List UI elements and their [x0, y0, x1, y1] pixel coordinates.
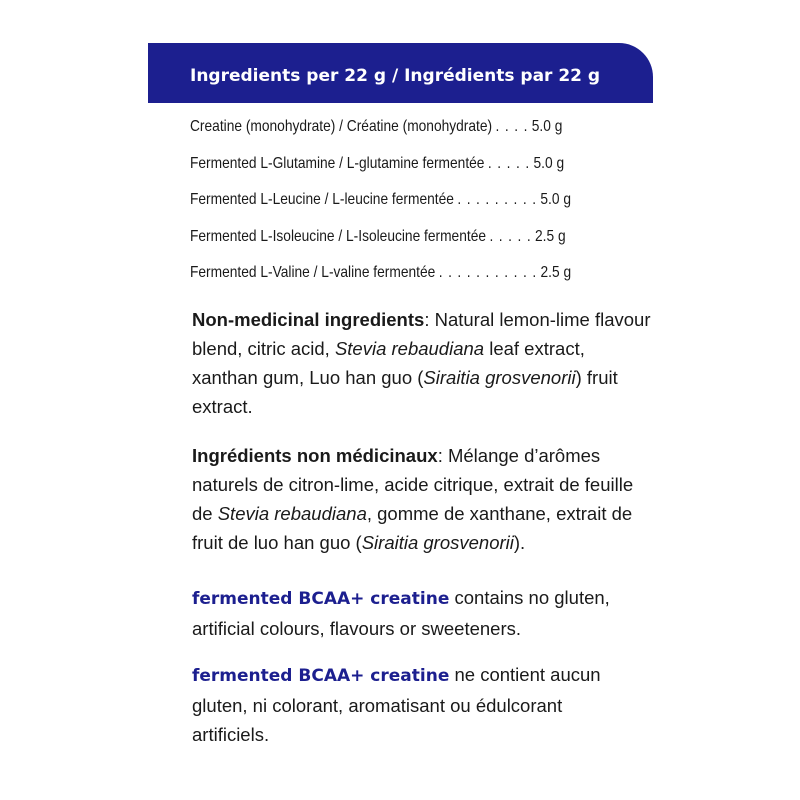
- ingredient-name: Fermented L-Valine / L-valine fermentée: [190, 264, 436, 282]
- ingredient-name: Creatine (monohydrate) / Créatine (monohydrate): [190, 118, 493, 135]
- ingredient-leader-dots: . . . . .: [487, 154, 531, 172]
- brand-name: fermented BCAA+ creatine: [192, 666, 450, 686]
- non-medicinal-ingredients-en: [192, 305, 652, 421]
- ingredient-amount: 2.5 g: [535, 227, 566, 245]
- brand-name: fermented BCAA+ creatine: [192, 589, 450, 609]
- nmi-fr-italic-2: Siraitia grosvenorii: [361, 532, 514, 553]
- nmi-en-text-3: ) fruit extract.: [192, 367, 618, 417]
- allergen-claim-fr: [192, 660, 612, 749]
- ingredient-row: [190, 228, 610, 265]
- nmi-en-text-1: : Natural lemon-lime flavour blend, citric acid,: [192, 309, 651, 359]
- ingredient-name: Fermented L-Leucine / L-leucine fermentée: [190, 191, 454, 209]
- nmi-en-text-2: leaf extract, xanthan gum, Luo han guo (: [192, 338, 585, 388]
- header-title: Ingredients per 22 g / Ingrédients par 22 g: [190, 66, 601, 86]
- nmi-fr-label: Ingrédients non médicinaux: [192, 445, 438, 466]
- ingredient-leader-dots: . . . .: [495, 118, 529, 135]
- allergen-claim-en: [192, 583, 612, 643]
- nmi-en-italic-2: Siraitia grosvenorii: [423, 367, 576, 388]
- ingredient-row: [190, 191, 610, 228]
- ingredient-amount: 5.0 g: [533, 154, 565, 172]
- ingredient-leader-dots: . . . . . . . . .: [457, 191, 537, 209]
- nmi-fr-text-3: ).: [513, 532, 526, 553]
- ingredient-amount: 5.0 g: [540, 191, 571, 209]
- claim-en-text: contains no gluten, artificial colours, flavours or sweeteners.: [192, 587, 610, 639]
- nmi-fr-text-2: , gomme de xanthane, extrait de fruit de luo han guo (: [192, 503, 633, 553]
- nmi-en-label: Non-medicinal ingredients: [192, 309, 425, 330]
- ingredient-list: [190, 118, 610, 301]
- ingredient-leader-dots: . . . . . . . . . . .: [438, 264, 538, 282]
- ingredient-amount: 5.0 g: [531, 118, 563, 135]
- ingredients-header: [148, 43, 653, 103]
- ingredient-row: [190, 264, 610, 301]
- nmi-en-italic-1: Stevia rebaudiana: [334, 338, 485, 359]
- nmi-fr-text-1: : Mélange d’arômes naturels de citron-lime, acide citrique, extrait de feuille de: [192, 445, 634, 524]
- ingredient-row: [190, 118, 610, 155]
- nmi-fr-italic-1: Stevia rebaudiana: [217, 503, 367, 524]
- ingredient-row: [190, 155, 610, 192]
- non-medicinal-ingredients-fr: [192, 441, 652, 557]
- ingredient-name: Fermented L-Glutamine / L-glutamine fermentée: [190, 154, 485, 172]
- claim-fr-text: ne contient aucun gluten, ni colorant, aromatisant ou édulcorant artificiels.: [192, 664, 601, 745]
- ingredient-name: Fermented L-Isoleucine / L-Isoleucine fermentée: [190, 227, 487, 245]
- ingredient-leader-dots: . . . . .: [489, 227, 532, 245]
- ingredient-amount: 2.5 g: [540, 264, 572, 282]
